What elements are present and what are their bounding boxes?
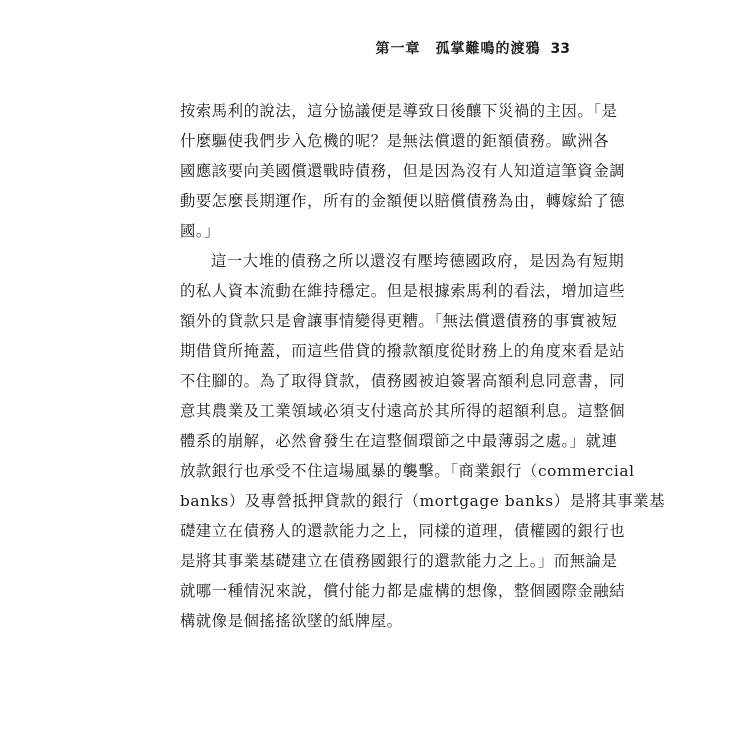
- text-line: banks）及專營抵押貸款的銀行（mortgage banks）是將其事業基: [180, 492, 666, 510]
- paragraph: [180, 96, 626, 246]
- text-line: 意其農業及工業領域必須支付遠高於其所得的超額利息。這整個: [180, 402, 626, 420]
- text-line: 是將其事業基礎建立在債務國銀行的還款能力之上。」而無論是: [180, 552, 618, 570]
- text-line: 按索馬利的說法，這分協議便是導致日後釀下災禍的主因。「是: [180, 102, 618, 120]
- text-line: 期借貸所掩蓋，而這些借貸的撥款額度從財務上的角度來看是站: [180, 342, 626, 360]
- text-line: 放款銀行也承受不住這場風暴的襲擊。「商業銀行（commercial: [180, 462, 635, 480]
- text-line: 的私人資本流動在維持穩定。但是根據索馬利的看法，增加這些: [180, 282, 626, 300]
- text-line: 什麼驅使我們步入危機的呢？是無法償還的鉅額債務。歐洲各: [180, 132, 610, 150]
- text-line: 體系的崩解，必然會發生在這整個環節之中最薄弱之處。」就連: [180, 432, 618, 450]
- paragraph: [180, 246, 666, 636]
- text-line: 額外的貸款只是會讓事情變得更糟。「無法償還債務的事實被短: [180, 312, 618, 330]
- text-line: 不住腳的。為了取得貸款，債務國被迫簽署高額利息同意書，同: [180, 372, 626, 390]
- chapter-title: 第一章 孤掌難鳴的渡鴉: [375, 41, 541, 57]
- text-line: 這一大堆的債務之所以還沒有壓垮德國政府，是因為有短期: [211, 252, 625, 270]
- text-line: 國。」: [180, 222, 221, 240]
- text-line: 動要怎麼長期運作，所有的金額便以賠償債務為由，轉嫁給了德: [180, 192, 626, 210]
- text-line: 國應該要向美國償還戰時債務，但是因為沒有人知道這筆資金調: [180, 162, 626, 180]
- page-number: 33: [550, 41, 570, 57]
- text-line: 構就像是個搖搖欲墜的紙牌屋。: [180, 612, 403, 630]
- running-header: [376, 38, 570, 58]
- text-line: 礎建立在債務人的還款能力之上，同樣的道理，債權國的銀行也: [180, 522, 626, 540]
- text-line: 就哪一種情況來說，償付能力都是虛構的想像，整個國際金融結: [180, 582, 626, 600]
- body-text: [180, 96, 666, 636]
